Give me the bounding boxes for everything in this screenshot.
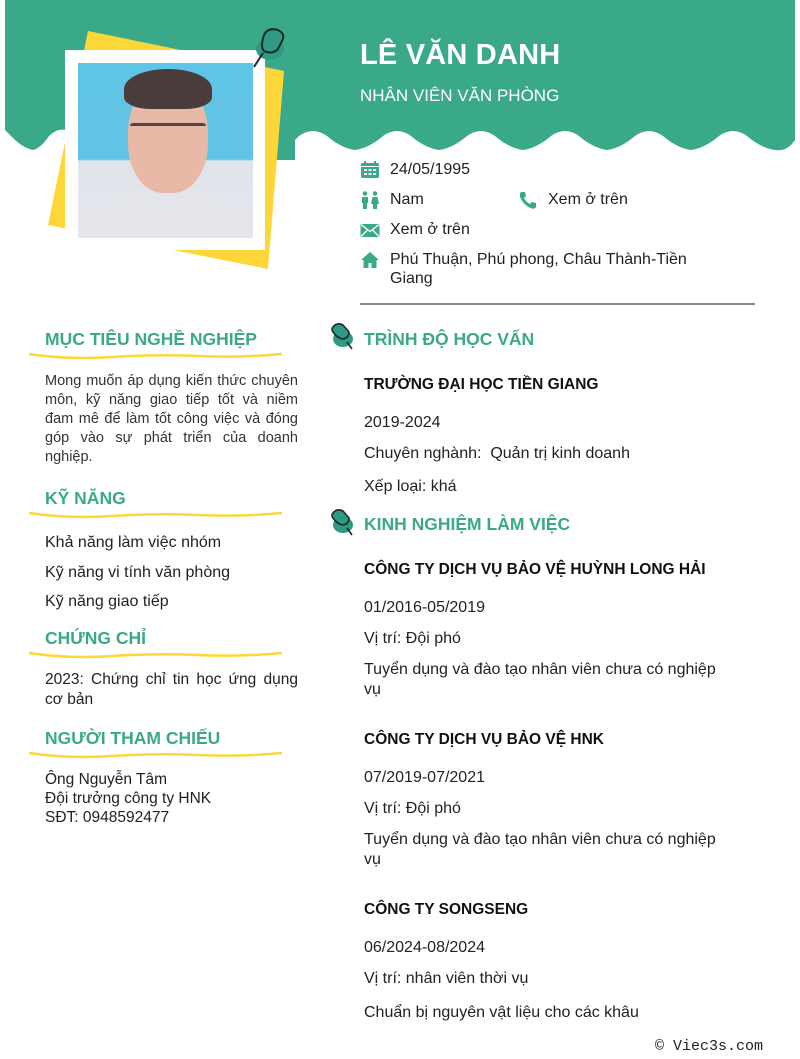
contact-phone	[518, 190, 628, 209]
job-position: Vị trí: Đội phó	[364, 630, 461, 647]
header-divider	[360, 303, 755, 305]
job-period: 01/2016-05/2019	[364, 599, 485, 616]
references-heading: NGƯỜI THAM CHIẾU	[45, 728, 221, 748]
gender-icon	[360, 191, 380, 209]
skill-item: Kỹ năng giao tiếp	[45, 593, 169, 610]
heading-underline	[28, 509, 283, 521]
job-position: Vị trí: nhân viên thời vụ	[364, 970, 529, 987]
pushpin-icon	[250, 25, 290, 71]
phone-value: Xem ở trên	[548, 191, 628, 208]
gender-value: Nam	[390, 191, 424, 208]
objective-text: Mong muốn áp dụng kiến thức chuyên môn, kỹ năng giao tiếp tốt và niềm đam mê để làm tốt công việc và đóng góp vào sự phát triển của doanh nghiệp.	[45, 373, 298, 465]
pushpin-icon	[329, 322, 355, 350]
job-period: 06/2024-08/2024	[364, 939, 485, 956]
copyright-watermark: © Viec3s.com	[655, 1038, 764, 1055]
objective-heading: MỤC TIÊU NGHỀ NGHIỆP	[45, 329, 257, 349]
heading-underline	[28, 350, 283, 362]
job-description: Chuẩn bị nguyên vật liệu cho các khâu	[364, 1004, 639, 1021]
school-name: TRƯỜNG ĐẠI HỌC TIỀN GIANG	[364, 376, 599, 393]
home-icon	[360, 251, 380, 269]
education-major: Chuyên nghành: Quản trị kinh doanh	[364, 445, 630, 462]
calendar-icon	[360, 161, 380, 179]
skills-heading: KỸ NĂNG	[45, 488, 126, 508]
reference-position: Đội trưởng công ty HNK	[45, 790, 212, 807]
job-position: Vị trí: Đội phó	[364, 800, 461, 817]
phone-icon	[518, 191, 538, 209]
email-value: Xem ở trên	[390, 221, 470, 238]
candidate-name: LÊ VĂN DANH	[360, 39, 561, 71]
contact-gender	[360, 190, 424, 209]
job-title: NHÂN VIÊN VĂN PHÒNG	[360, 86, 560, 105]
reference-name: Ông Nguyễn Tâm	[45, 771, 168, 788]
experience-heading: KINH NGHIỆM LÀM VIỆC	[364, 514, 571, 534]
skill-item: Kỹ năng vi tính văn phòng	[45, 564, 231, 581]
contact-birthday	[360, 160, 470, 179]
pushpin-icon	[329, 508, 355, 536]
certificate-text: 2023: Chứng chỉ tin học ứng dụng cơ bản	[45, 671, 298, 708]
photo-frame	[65, 50, 265, 250]
education-heading: TRÌNH ĐỘ HỌC VẤN	[364, 329, 535, 349]
contact-email	[360, 220, 470, 239]
job-period: 07/2019-07/2021	[364, 769, 485, 786]
profile-photo	[78, 63, 253, 238]
job-company: CÔNG TY SONGSENG	[364, 901, 529, 918]
education-grade: Xếp loại: khá	[364, 478, 457, 495]
contact-address	[360, 250, 705, 288]
profile-photo-container	[40, 25, 290, 275]
education-period: 2019-2024	[364, 414, 441, 431]
job-company: CÔNG TY DỊCH VỤ BẢO VỆ HUỲNH LONG HẢI	[364, 561, 706, 578]
heading-underline	[28, 749, 283, 761]
birthday-value: 24/05/1995	[390, 161, 471, 178]
heading-underline	[28, 649, 283, 661]
certificates-heading: CHỨNG CHỈ	[45, 628, 147, 648]
skill-item: Khả năng làm việc nhóm	[45, 534, 222, 551]
address-value: Phú Thuận, Phú phong, Châu Thành-Tiền Giang	[390, 251, 687, 287]
job-description: Tuyển dụng và đào tạo nhân viên chưa có nghiệp vụ	[364, 661, 716, 698]
reference-phone: SĐT: 0948592477	[45, 809, 170, 826]
envelope-icon	[360, 221, 380, 239]
job-company: CÔNG TY DỊCH VỤ BẢO VỆ HNK	[364, 731, 604, 748]
job-description: Tuyển dụng và đào tạo nhân viên chưa có nghiệp vụ	[364, 831, 716, 868]
